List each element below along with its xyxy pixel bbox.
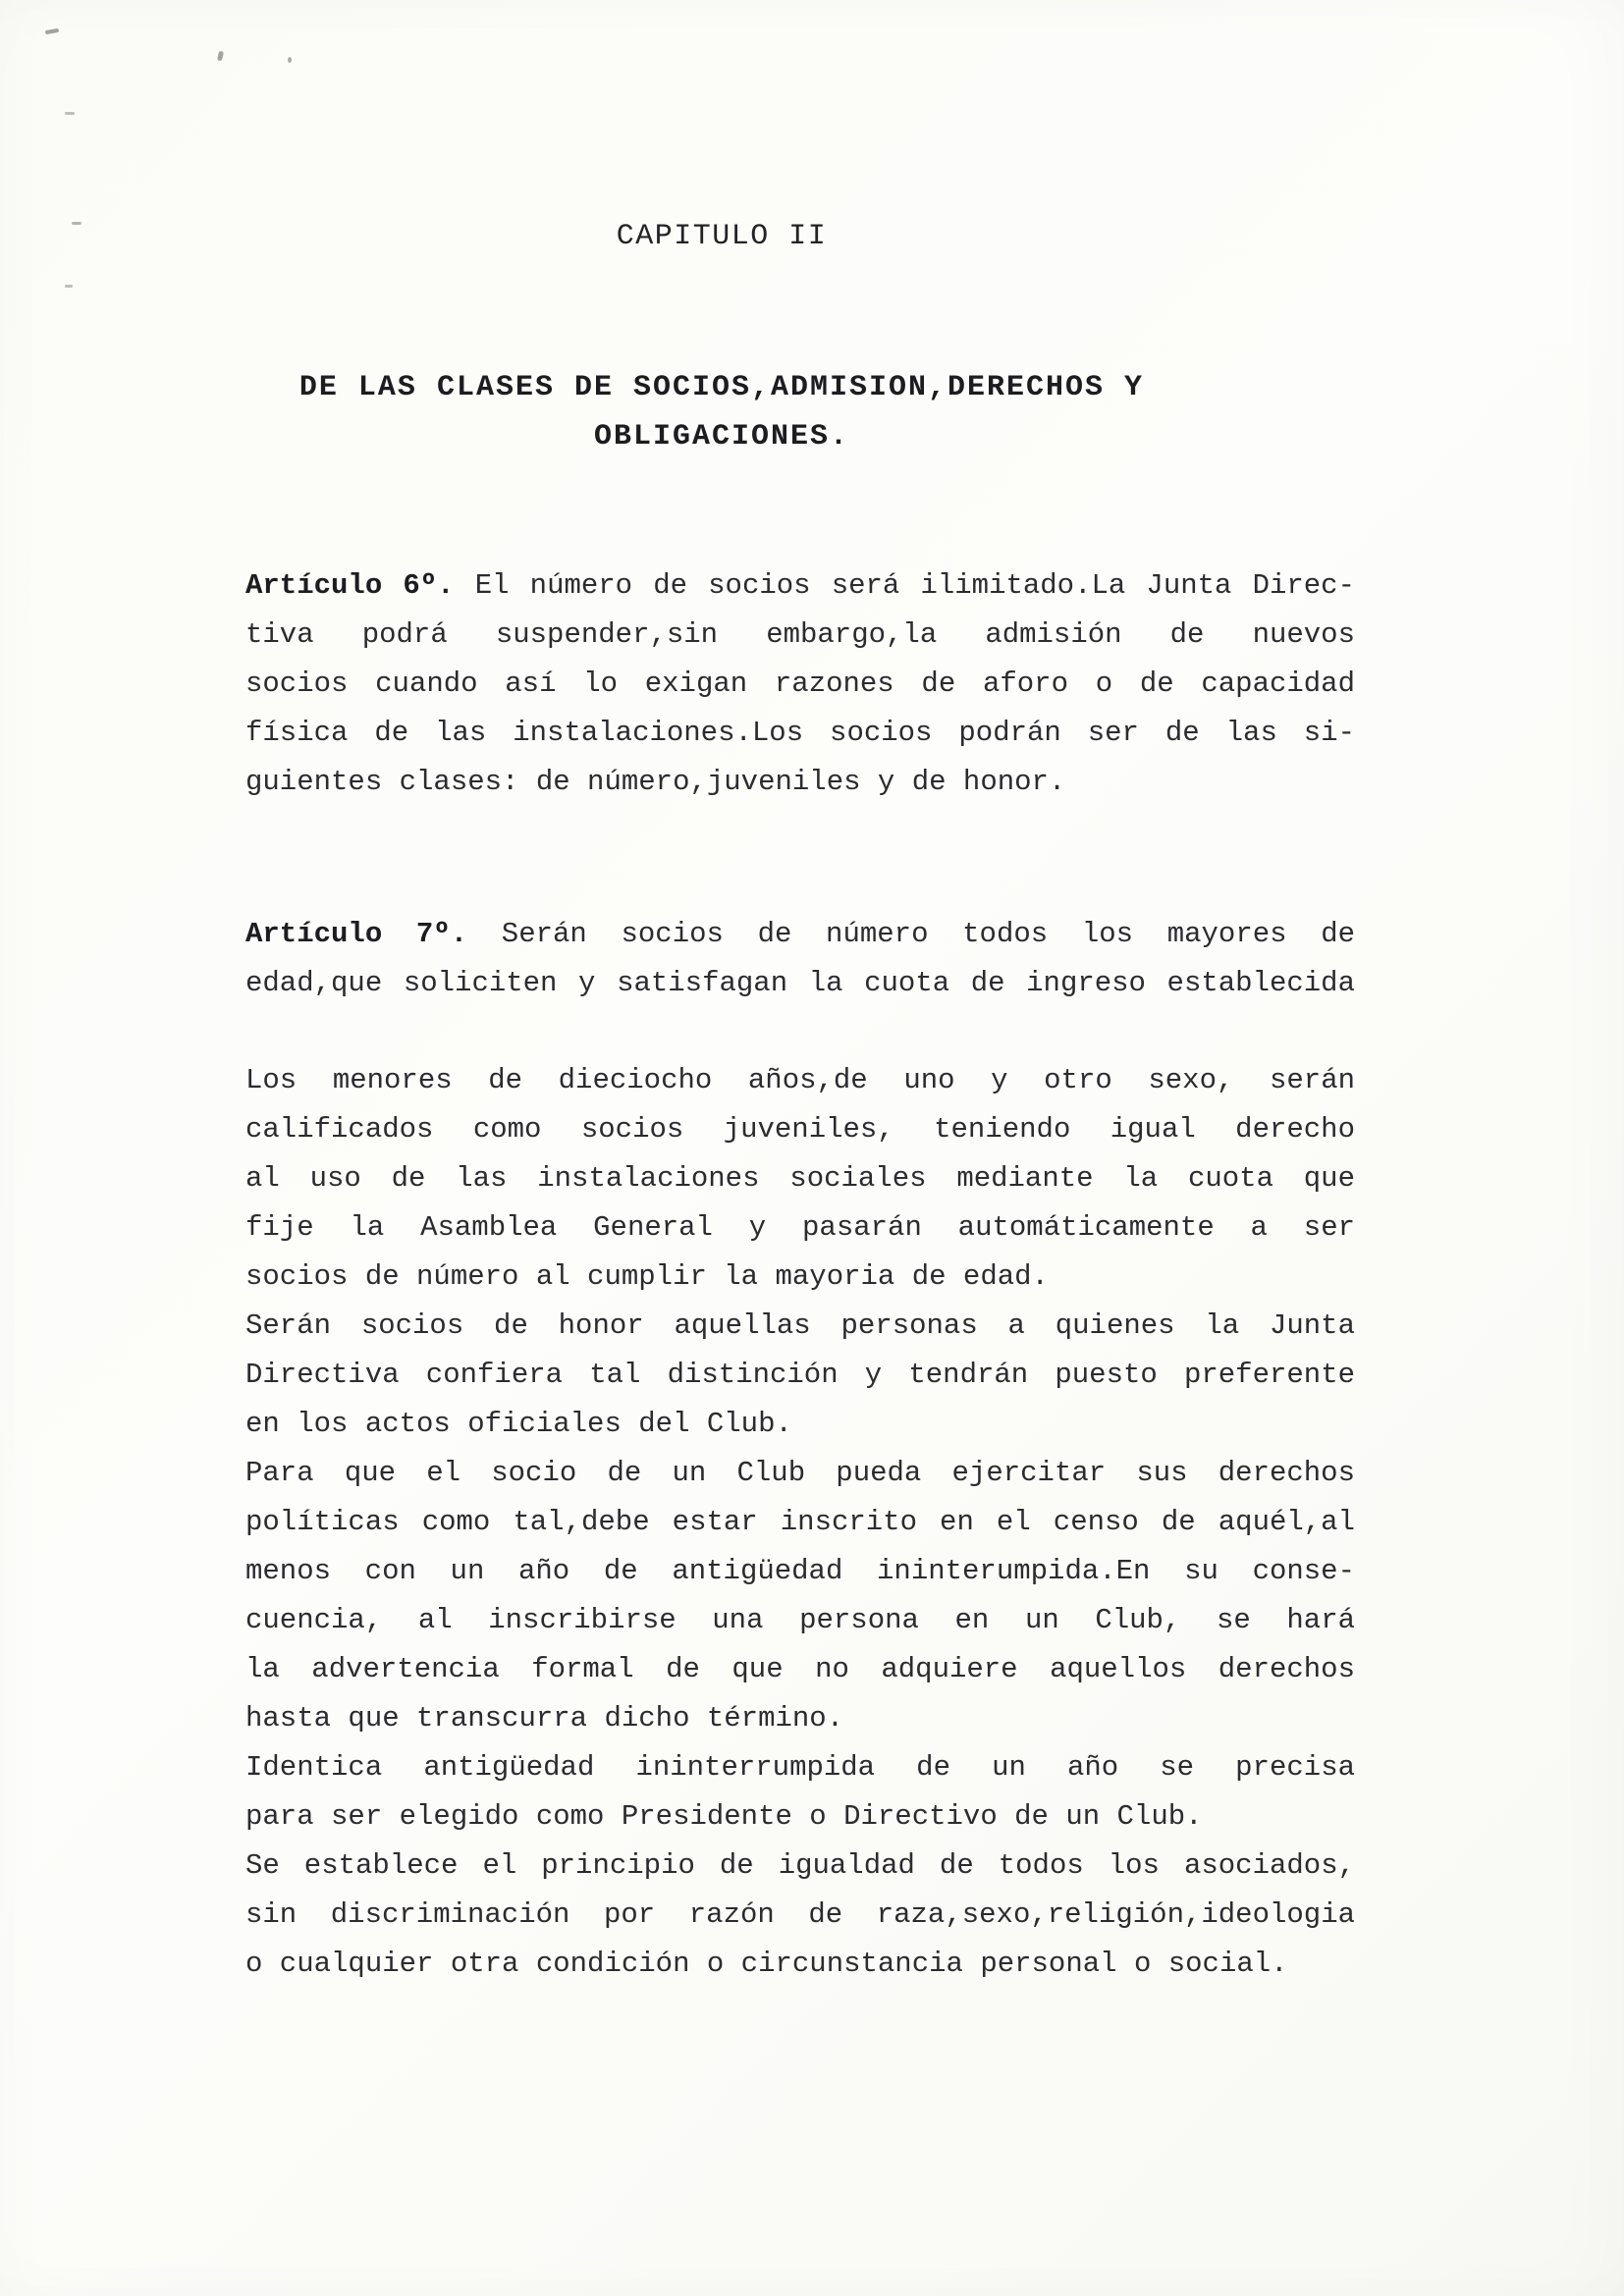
article-7-label: Artículo 7º. <box>245 918 468 950</box>
text-line: edad,que soliciten y satisfagan la cuota de ingreso establecida <box>245 967 1355 999</box>
text-line: Directiva confiera tal distinción y tendrán puesto preferente <box>245 1359 1355 1391</box>
text-line: Para que el socio de un Club pueda ejercitar sus derechos <box>245 1457 1355 1489</box>
text-line: menos con un año de antigüedad ininterumpida.En su conse- <box>245 1555 1355 1587</box>
section-heading <box>245 363 1198 461</box>
text-line: en los actos oficiales del Club. <box>245 1408 792 1440</box>
text-line <box>245 910 1355 959</box>
text-line: Se establece el principio de igualdad de todos los asociados, <box>245 1849 1355 1882</box>
text-line: socios de número al cumplir la mayoria de edad. <box>245 1260 1049 1293</box>
text-line: fije la Asamblea General y pasarán automáticamente a ser <box>245 1211 1355 1244</box>
article-6-first-line: El número de socios será ilimitado.La Junta Direc- <box>474 569 1355 602</box>
article-6-paragraph <box>245 561 1355 807</box>
text-line: políticas como tal,debe estar inscrito en el censo de aquél,al <box>245 1506 1355 1538</box>
text-line: tiva podrá suspender,sin embargo,la admisión de nuevos <box>245 618 1355 651</box>
article-7-first-line: Serán socios de número todos los mayores de <box>501 918 1356 950</box>
text-line: calificados como socios juveniles, teniendo igual derecho <box>245 1113 1355 1146</box>
text-line: socios cuando así lo exigan razones de aforo o de capacidad <box>245 667 1355 700</box>
text-line: para ser elegido como Presidente o Directivo de un Club. <box>245 1800 1203 1833</box>
section-heading-line: OBLIGACIONES. <box>593 420 850 454</box>
scan-artifact <box>45 28 59 34</box>
text-line: hasta que transcurra dicho término. <box>245 1702 844 1735</box>
text-line: sin discriminación por razón de raza,sexo,religión,ideologia <box>245 1898 1355 1931</box>
article-7-paragraph <box>245 910 1355 1008</box>
text-line: Los menores de dieciocho años,de uno y otro sexo, serán <box>245 1064 1355 1096</box>
text-line: la advertencia formal de que no adquiere aquellos derechos <box>245 1653 1355 1685</box>
text-line <box>245 561 1355 611</box>
body-paragraph <box>245 1056 1355 1989</box>
chapter-title: CAPITULO II <box>616 220 828 253</box>
text-line: guientes clases: de número,juveniles y de honor. <box>245 766 1066 798</box>
article-6-label: Artículo 6º. <box>245 569 455 602</box>
scan-artifact <box>65 112 75 115</box>
text-line: Identica antigüedad ininterrumpida de un año se precisa <box>245 1751 1355 1784</box>
text-line: física de las instalaciones.Los socios podrán ser de las si- <box>245 717 1355 749</box>
scan-artifact <box>72 222 81 225</box>
section-heading-line: DE LAS CLASES DE SOCIOS,ADMISION,DERECHOS Y <box>298 371 1145 404</box>
text-line: al uso de las instalaciones sociales mediante la cuota que <box>245 1162 1355 1195</box>
scan-artifact <box>65 285 73 288</box>
text-line: o cualquier otra condición o circunstancia personal o social. <box>245 1948 1288 1980</box>
text-line: cuencia, al inscribirse una persona en un Club, se hará <box>245 1604 1355 1636</box>
text-line: Serán socios de honor aquellas personas a quienes la Junta <box>245 1309 1355 1342</box>
text-block <box>245 0 1355 1989</box>
scan-artifact <box>217 51 224 62</box>
